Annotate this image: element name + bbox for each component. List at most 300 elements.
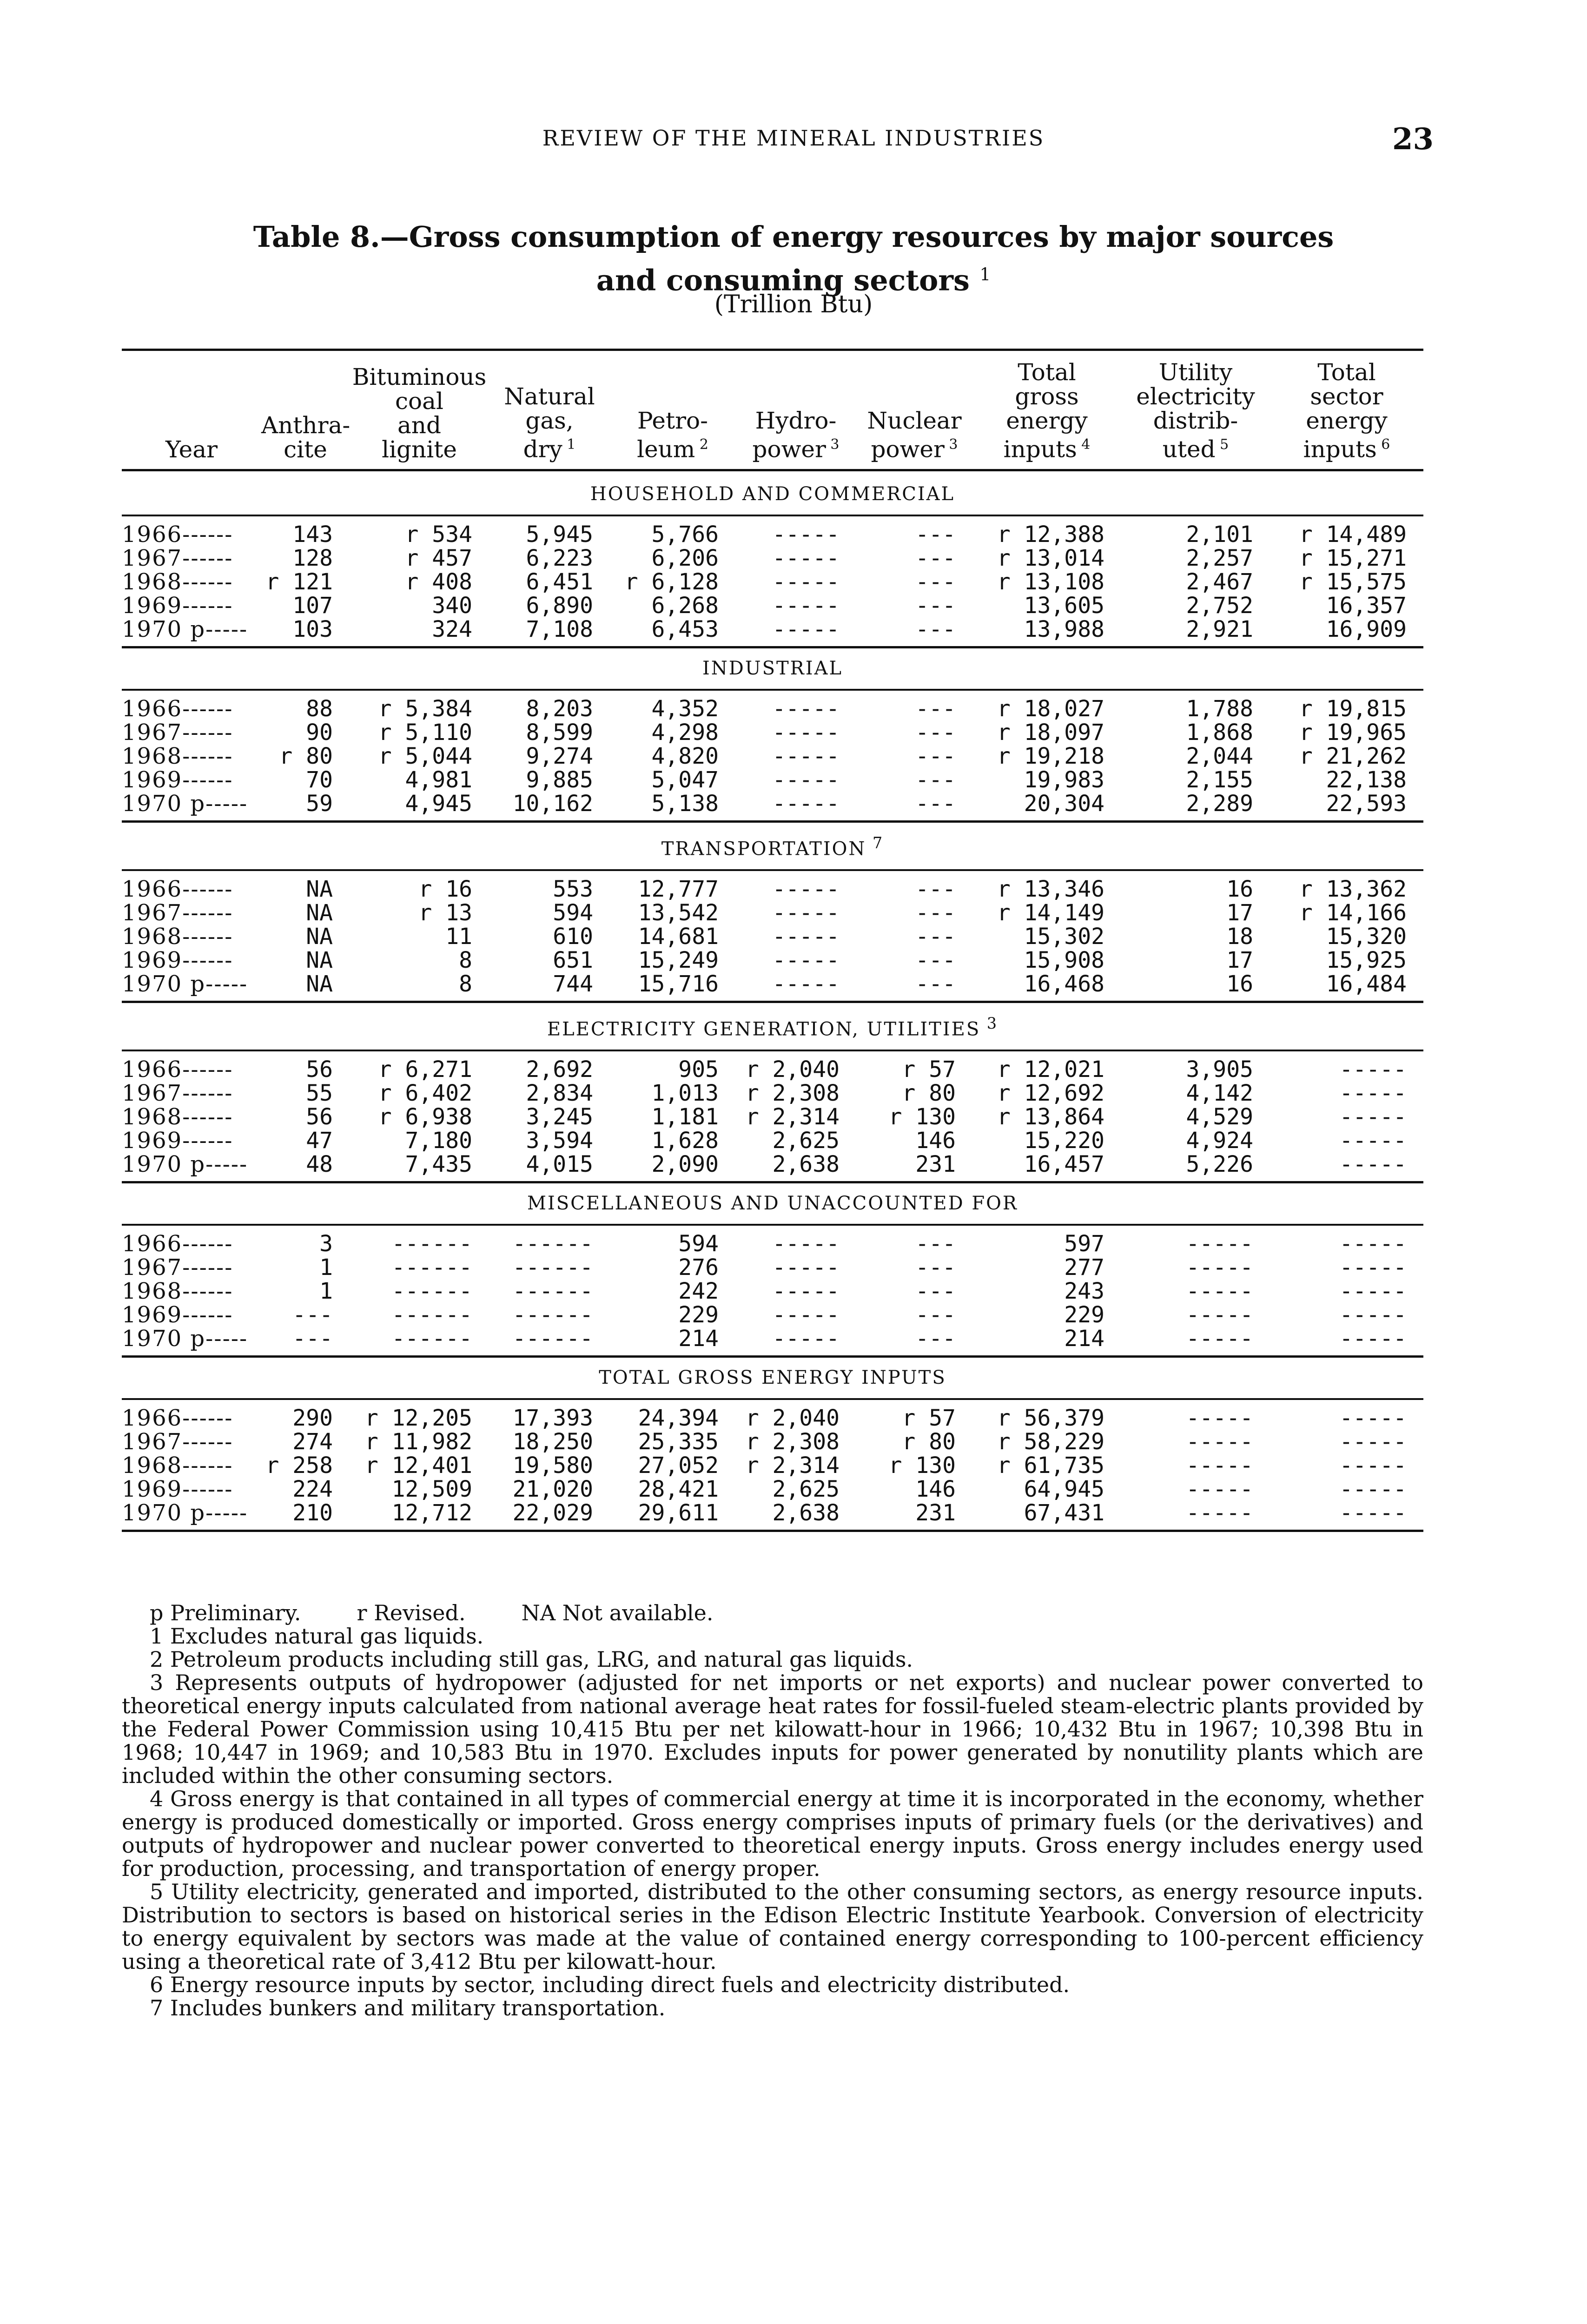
column-header-line: electricity [1136, 383, 1255, 410]
value-cell: ----- [1186, 1278, 1253, 1305]
section-header-row [122, 1002, 1423, 1050]
year-cell: 1970 p----- [122, 971, 248, 997]
value-cell: ----- [772, 616, 840, 642]
value-cell: 143 [292, 521, 333, 548]
column-header-line: energy [1006, 407, 1088, 434]
value-cell: 16,457 [1024, 1151, 1104, 1178]
section-header-row [122, 647, 1423, 690]
value-cell: r 58,229 [997, 1429, 1104, 1455]
column-header-line: inputs [1303, 436, 1377, 463]
value-cell: ----- [1339, 1128, 1407, 1154]
column-header-line: Nuclear [867, 407, 962, 434]
section-title [122, 1002, 1423, 1050]
year-cell: 1967------ [122, 545, 233, 571]
column-header-line: Hydro- [755, 407, 837, 434]
section-title-text: INDUSTRIAL [702, 657, 843, 679]
table-row [122, 878, 1423, 901]
year-cell: 1966------ [122, 1405, 233, 1432]
footnote-5: 5 Utility electricity, generated and imported, distributed to the other consuming sectors, as energy resource inputs. Distribution to sectors is based on historical series in the Edison Electric Institute Yearbook. Conversion of electricity to energy equivalent by sectors was made at the value of contained energy corresponding to 100-percent efficiency using a theoretical rate of 3,412 Btu per kilowatt-hour. [122, 1879, 1423, 1974]
value-cell: 1,181 [651, 1104, 719, 1130]
value-cell: 15,249 [638, 947, 719, 973]
section-title-text: HOUSEHOLD AND COMMERCIAL [590, 483, 955, 505]
column-header-line: Utility [1158, 359, 1233, 386]
table-title-note: 1 [979, 264, 991, 284]
value-cell: --- [292, 1326, 333, 1352]
column-header-2 [350, 350, 489, 470]
table-title [0, 218, 1587, 299]
value-cell: ----- [1186, 1302, 1253, 1328]
year-cell: 1967------ [122, 1080, 233, 1107]
column-header-line: Year [165, 436, 218, 463]
value-cell: ----- [1186, 1405, 1253, 1432]
value-cell: 3 [319, 1231, 333, 1257]
year-cell: 1968------ [122, 1104, 233, 1130]
column-header-4 [610, 350, 735, 470]
legend-preliminary: p Preliminary. [150, 1600, 301, 1625]
value-cell: 4,142 [1186, 1080, 1253, 1107]
table-header [122, 350, 1423, 470]
value-cell: ----- [1186, 1476, 1253, 1503]
value-cell: ----- [1339, 1429, 1407, 1455]
table-row [122, 1105, 1423, 1129]
year-cell: 1969------ [122, 947, 233, 973]
value-cell: 22,593 [1326, 790, 1407, 817]
column-header-line: and [397, 411, 442, 439]
value-cell: r 57 [902, 1405, 956, 1432]
value-cell: 6,268 [651, 592, 719, 619]
section-note: 7 [866, 833, 884, 852]
value-cell: --- [292, 1302, 333, 1328]
value-cell: 5,138 [651, 790, 719, 817]
value-cell: ----- [1339, 1151, 1407, 1178]
value-cell: --- [915, 568, 956, 595]
value-cell: 242 [678, 1278, 719, 1305]
value-cell: 1,788 [1186, 695, 1253, 722]
value-cell: 4,945 [405, 790, 472, 817]
value-cell: r 15,271 [1299, 545, 1407, 571]
value-cell: 276 [678, 1254, 719, 1281]
value-cell: 2,044 [1186, 743, 1253, 769]
value-cell: 6,206 [651, 545, 719, 571]
value-cell: ----- [772, 1302, 840, 1328]
value-cell: 14,681 [638, 923, 719, 950]
table-row [122, 1082, 1423, 1105]
year-cell: 1968------ [122, 568, 233, 595]
year-cell: 1968------ [122, 923, 233, 950]
value-cell: 3,245 [526, 1104, 593, 1130]
value-cell: 12,509 [391, 1476, 472, 1503]
footnote-4: 4 Gross energy is that contained in all types of commercial energy at time it is incorporated in the economy, whether energy is produced domestically or imported. Gross energy comprises inputs of primary fuels (or the derivatives) and outputs of hydropower and nuclear power converted to theoretical energy inputs. Gross energy includes energy used for production, processing, and transportation of energy proper. [122, 1786, 1423, 1881]
value-cell: r 14,489 [1299, 521, 1407, 548]
value-cell: 5,226 [1186, 1151, 1253, 1178]
value-cell: 2,257 [1186, 545, 1253, 571]
value-cell: 15,908 [1024, 947, 1104, 973]
section-title-text: ELECTRICITY GENERATION, UTILITIES [547, 1018, 981, 1040]
value-cell: r 2,040 [745, 1405, 840, 1432]
column-header-line: Total [1018, 359, 1076, 386]
value-cell: r 15,575 [1299, 568, 1407, 595]
column-header-line: uted [1162, 436, 1216, 463]
value-cell: 2,692 [526, 1056, 593, 1083]
value-cell: 15,716 [638, 971, 719, 997]
value-cell: r 13,014 [997, 545, 1104, 571]
value-cell: r 2,314 [745, 1452, 840, 1479]
value-cell: 11 [445, 923, 472, 950]
value-cell: r 13,864 [997, 1104, 1104, 1130]
value-cell: r 12,388 [997, 521, 1104, 548]
column-header-line: Anthra- [261, 411, 350, 439]
value-cell: r 5,384 [378, 695, 472, 722]
value-cell: r 21,262 [1299, 743, 1407, 769]
value-cell: ------ [391, 1278, 472, 1305]
value-cell: 29,611 [638, 1500, 719, 1526]
section-title [122, 1182, 1423, 1225]
value-cell: ------ [512, 1326, 593, 1352]
energy-table-container [122, 349, 1423, 1532]
section-title [122, 821, 1423, 870]
value-cell: --- [915, 876, 956, 902]
table-row [122, 1256, 1423, 1280]
value-cell: 7,108 [526, 616, 593, 642]
value-cell: 16 [1226, 971, 1253, 997]
column-header-note: 3 [826, 436, 840, 453]
value-cell: 21,020 [512, 1476, 593, 1503]
value-cell: r 13,346 [997, 876, 1104, 902]
value-cell: ----- [1339, 1405, 1407, 1432]
value-cell: r 534 [405, 521, 472, 548]
table-row [122, 547, 1423, 570]
table-row [122, 949, 1423, 972]
value-cell: 70 [306, 766, 333, 793]
section-title-text: MISCELLANEOUS AND UNACCOUNTED FOR [527, 1193, 1018, 1215]
value-cell: 146 [915, 1128, 956, 1154]
column-header-line: Natural [504, 383, 595, 410]
year-cell: 1970 p----- [122, 616, 248, 642]
value-cell: ------ [391, 1326, 472, 1352]
value-cell: r 12,205 [364, 1405, 472, 1432]
column-header-note: 6 [1376, 436, 1390, 453]
value-cell: r 12,692 [997, 1080, 1104, 1107]
value-cell: 2,467 [1186, 568, 1253, 595]
value-cell: 2,638 [772, 1151, 840, 1178]
column-header-line: gas, [525, 407, 574, 434]
value-cell: --- [915, 947, 956, 973]
value-cell: 5,766 [651, 521, 719, 548]
year-cell: 1968------ [122, 743, 233, 769]
value-cell: --- [915, 923, 956, 950]
value-cell: ----- [1186, 1326, 1253, 1352]
section-header-row [122, 470, 1423, 515]
table-row [122, 1303, 1423, 1327]
value-cell: 744 [553, 971, 593, 997]
year-cell: 1966------ [122, 695, 233, 722]
value-cell: 2,834 [526, 1080, 593, 1107]
rule-cell [122, 1351, 1423, 1357]
table-row [122, 721, 1423, 745]
value-cell: ------ [391, 1302, 472, 1328]
value-cell: 15,220 [1024, 1128, 1104, 1154]
value-cell: ----- [772, 1231, 840, 1257]
value-cell: r 2,308 [745, 1429, 840, 1455]
year-cell: 1969------ [122, 1476, 233, 1503]
value-cell: 4,924 [1186, 1128, 1253, 1154]
value-cell: ----- [772, 876, 840, 902]
table-title-line2-text: and consuming sectors [596, 263, 970, 297]
value-cell: r 6,938 [378, 1104, 472, 1130]
year-cell: 1968------ [122, 1452, 233, 1479]
value-cell: r 6,271 [378, 1056, 472, 1083]
footnote-1: 1 Excludes natural gas liquids. [150, 1624, 484, 1649]
section-header-row [122, 1357, 1423, 1400]
value-cell: 27,052 [638, 1452, 719, 1479]
value-cell: NA [306, 947, 333, 973]
value-cell: r 80 [279, 743, 333, 769]
value-cell: 5,945 [526, 521, 593, 548]
year-cell: 1967------ [122, 1429, 233, 1455]
value-cell: 13,988 [1024, 616, 1104, 642]
value-cell: 594 [678, 1231, 719, 1257]
value-cell: ----- [1339, 1278, 1407, 1305]
value-cell: 2,101 [1186, 521, 1253, 548]
value-cell: r 19,218 [997, 743, 1104, 769]
value-cell: r 5,044 [378, 743, 472, 769]
column-header-line: gross [1015, 383, 1079, 410]
table-row [122, 1327, 1423, 1351]
value-cell: 210 [292, 1500, 333, 1526]
value-cell: ----- [1339, 1104, 1407, 1130]
value-cell: 2,921 [1186, 616, 1253, 642]
value-cell: 277 [1064, 1254, 1104, 1281]
value-cell: 243 [1064, 1278, 1104, 1305]
value-cell: 1,868 [1186, 719, 1253, 746]
value-cell: ----- [772, 1326, 840, 1352]
value-cell: 59 [306, 790, 333, 817]
value-cell: ----- [1339, 1452, 1407, 1479]
value-cell: r 130 [888, 1104, 956, 1130]
section-end-rule [122, 1525, 1423, 1531]
value-cell: r 14,166 [1299, 899, 1407, 926]
value-cell: 8 [459, 971, 472, 997]
rule-cell [122, 1525, 1423, 1531]
value-cell: 103 [292, 616, 333, 642]
value-cell: r 408 [405, 568, 472, 595]
column-header-note: 2 [695, 436, 708, 453]
year-cell: 1969------ [122, 766, 233, 793]
value-cell: 5,047 [651, 766, 719, 793]
year-cell: 1970 p----- [122, 1500, 248, 1526]
value-cell: 594 [553, 899, 593, 926]
year-cell: 1966------ [122, 1056, 233, 1083]
footnote-3: 3 Represents outputs of hydropower (adjusted for net imports or net exports) and nuclear power converted to theoretical energy inputs calculated from national average heat rates for fossil-fueled steam-electric plants provided by the Federal Power Commission using 10,415 Btu per net kilowatt-hour in 1966; 10,432 Btu in 1967; 10,398 Btu in 1968; 10,447 in 1969; and 10,583 Btu in 1970. Excludes inputs for power generated by nonutility plants which are included within the other consuming sectors. [122, 1670, 1423, 1788]
value-cell: ----- [772, 1254, 840, 1281]
value-cell: 231 [915, 1500, 956, 1526]
value-cell: 28,421 [638, 1476, 719, 1503]
year-cell: 1967------ [122, 1254, 233, 1281]
value-cell: r 2,308 [745, 1080, 840, 1107]
table-row [122, 972, 1423, 996]
value-cell: 610 [553, 923, 593, 950]
value-cell: 2,625 [772, 1476, 840, 1503]
value-cell: 6,223 [526, 545, 593, 571]
value-cell: NA [306, 923, 333, 950]
value-cell: 4,015 [526, 1151, 593, 1178]
footnote-7: 7 Includes bunkers and military transportation. [150, 1995, 666, 2020]
section-title [122, 647, 1423, 690]
table-row [122, 1501, 1423, 1525]
value-cell: 19,580 [512, 1452, 593, 1479]
value-cell: r 80 [902, 1080, 956, 1107]
table-row [122, 1153, 1423, 1176]
value-cell: r 121 [265, 568, 333, 595]
value-cell: --- [915, 1254, 956, 1281]
column-header-line: inputs [1003, 436, 1077, 463]
value-cell: ------ [512, 1278, 593, 1305]
column-header-line: energy [1306, 407, 1388, 434]
value-cell: ----- [772, 545, 840, 571]
value-cell: r 16 [418, 876, 472, 902]
value-cell: 13,605 [1024, 592, 1104, 619]
value-cell: 3,594 [526, 1128, 593, 1154]
table-row [122, 745, 1423, 768]
section-title [122, 470, 1423, 515]
value-cell: 13,542 [638, 899, 719, 926]
value-cell: ----- [1339, 1080, 1407, 1107]
year-cell: 1967------ [122, 719, 233, 746]
value-cell: ------ [512, 1254, 593, 1281]
value-cell: 48 [306, 1151, 333, 1178]
value-cell: --- [915, 766, 956, 793]
value-cell: 8,599 [526, 719, 593, 746]
table-row [122, 925, 1423, 949]
value-cell: 8,203 [526, 695, 593, 722]
table-row [122, 523, 1423, 547]
value-cell: --- [915, 521, 956, 548]
value-cell: 2,289 [1186, 790, 1253, 817]
value-cell: --- [915, 592, 956, 619]
legend-not-available: NA Not available. [521, 1600, 714, 1625]
value-cell: 17 [1226, 947, 1253, 973]
column-header-7 [972, 350, 1121, 470]
section-end-rule [122, 1176, 1423, 1182]
value-cell: 56 [306, 1056, 333, 1083]
value-cell: 9,885 [526, 766, 593, 793]
value-cell: ----- [1339, 1326, 1407, 1352]
table-row [122, 1280, 1423, 1303]
value-cell: 90 [306, 719, 333, 746]
column-header-note: 5 [1215, 436, 1229, 453]
value-cell: 24,394 [638, 1405, 719, 1432]
table-row [122, 1232, 1423, 1256]
value-cell: ------ [391, 1254, 472, 1281]
value-cell: 17 [1226, 899, 1253, 926]
year-cell: 1970 p----- [122, 1326, 248, 1352]
value-cell: 1 [319, 1278, 333, 1305]
value-cell: r 18,027 [997, 695, 1104, 722]
value-cell: 1,013 [651, 1080, 719, 1107]
value-cell: 18 [1226, 923, 1253, 950]
value-cell: --- [915, 616, 956, 642]
value-cell: 4,820 [651, 743, 719, 769]
value-cell: 6,890 [526, 592, 593, 619]
value-cell: 229 [678, 1302, 719, 1328]
value-cell: 9,274 [526, 743, 593, 769]
value-cell: ----- [772, 521, 840, 548]
value-cell: 16,357 [1326, 592, 1407, 619]
value-cell: ----- [1339, 1231, 1407, 1257]
value-cell: r 130 [888, 1452, 956, 1479]
rule-cell [122, 1176, 1423, 1182]
column-header-note: 1 [562, 436, 576, 453]
value-cell: ----- [772, 568, 840, 595]
table-row [122, 901, 1423, 925]
value-cell: 18,250 [512, 1429, 593, 1455]
column-header-line: Petro- [637, 407, 708, 434]
section-header-row [122, 1182, 1423, 1225]
table-row [122, 1430, 1423, 1454]
value-cell: 2,638 [772, 1500, 840, 1526]
value-cell: 4,298 [651, 719, 719, 746]
value-cell: ----- [1186, 1429, 1253, 1455]
value-cell: r 80 [902, 1429, 956, 1455]
table-body [122, 470, 1423, 1531]
column-header-0 [122, 350, 261, 470]
table-title-line1: Table 8.—Gross consumption of energy resources by major sources [253, 220, 1334, 254]
value-cell: --- [915, 695, 956, 722]
value-cell: 553 [553, 876, 593, 902]
column-header-line: Total [1317, 359, 1376, 386]
table-row [122, 594, 1423, 618]
value-cell: 4,529 [1186, 1104, 1253, 1130]
year-cell: 1966------ [122, 521, 233, 548]
value-cell: 16,484 [1326, 971, 1407, 997]
value-cell: --- [915, 1278, 956, 1305]
value-cell: 47 [306, 1128, 333, 1154]
value-cell: 2,155 [1186, 766, 1253, 793]
value-cell: 597 [1064, 1231, 1104, 1257]
value-cell: ----- [772, 719, 840, 746]
value-cell: ----- [772, 790, 840, 817]
value-cell: 4,352 [651, 695, 719, 722]
value-cell: 12,777 [638, 876, 719, 902]
value-cell: r 56,379 [997, 1405, 1104, 1432]
year-cell: 1968------ [122, 1278, 233, 1305]
value-cell: ----- [772, 695, 840, 722]
value-cell: 22,029 [512, 1500, 593, 1526]
value-cell: 905 [678, 1056, 719, 1083]
value-cell: 290 [292, 1405, 333, 1432]
energy-table [122, 349, 1423, 1532]
table-row [122, 570, 1423, 594]
value-cell: r 258 [265, 1452, 333, 1479]
value-cell: 17,393 [512, 1405, 593, 1432]
table-row [122, 1478, 1423, 1501]
legend-revised: r Revised. [357, 1600, 466, 1625]
value-cell: NA [306, 876, 333, 902]
value-cell: 224 [292, 1476, 333, 1503]
column-header-line: dry [523, 436, 562, 463]
value-cell: ----- [1186, 1500, 1253, 1526]
value-cell: 214 [1064, 1326, 1104, 1352]
section-header-row [122, 821, 1423, 870]
value-cell: 15,320 [1326, 923, 1407, 950]
value-cell: 55 [306, 1080, 333, 1107]
column-header-line: lignite [382, 436, 457, 463]
value-cell: r 12,021 [997, 1056, 1104, 1083]
page-number: 23 [1392, 122, 1434, 157]
column-header-line: sector [1310, 383, 1383, 410]
year-cell: 1967------ [122, 899, 233, 926]
value-cell: NA [306, 971, 333, 997]
